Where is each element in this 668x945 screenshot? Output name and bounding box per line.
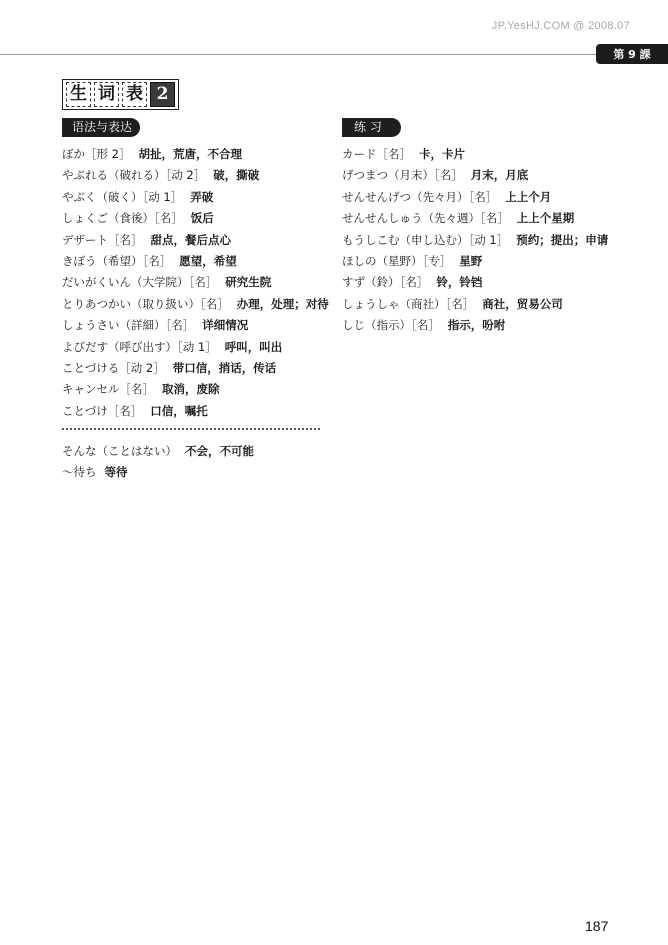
page-number: 187 <box>585 918 609 934</box>
vocab-term: ぼか［形 2］ <box>62 147 131 161</box>
vocab-term: キャンセル［名］ <box>62 382 154 397</box>
vocab-entry <box>62 315 332 336</box>
vocab-term: やぶく（破く）［动 1］ <box>62 189 183 204</box>
vocab-entry <box>62 358 332 379</box>
vocab-term: きぼう（希望）［名］ <box>62 253 172 268</box>
vocab-entry <box>62 401 332 422</box>
vocab-term: せんせんげつ（先々月）［名］ <box>342 189 498 204</box>
vocab-entry <box>62 337 332 358</box>
chapter-tab: 第 9 課 <box>596 44 668 64</box>
vocab-entry <box>62 272 332 293</box>
vocab-term: カード［名］ <box>342 147 411 161</box>
vocab-entry <box>342 165 642 186</box>
vocab-term: よびだす（呼び出す）［动 1］ <box>62 339 217 354</box>
vocab-meaning: 取消，废除 <box>162 382 220 397</box>
vocab-meaning: 愿望，希望 <box>179 253 237 268</box>
extra-expression-list <box>62 441 332 484</box>
title-char: 表 <box>122 82 147 107</box>
vocab-entry <box>342 144 642 165</box>
vocab-entry <box>342 294 642 315</box>
vocab-entry <box>62 441 332 462</box>
vocab-meaning: 甜点，餐后点心 <box>150 232 231 247</box>
vocab-meaning: 口信，嘱托 <box>150 403 208 418</box>
vocab-list-title <box>62 79 179 110</box>
practice-vocab-list <box>342 144 642 337</box>
vocab-entry <box>342 272 642 293</box>
grammar-vocab-list <box>62 144 332 422</box>
vocab-term: ～待ち <box>62 465 97 480</box>
vocab-entry <box>62 144 332 165</box>
vocab-entry <box>342 315 642 336</box>
vocab-entry <box>62 379 332 400</box>
vocab-term: ことづける［动 2］ <box>62 360 165 375</box>
vocab-term: げつまつ（月末）［名］ <box>342 168 463 183</box>
vocab-entry <box>342 208 642 229</box>
vocab-entry <box>342 251 642 272</box>
vocab-entry <box>62 230 332 251</box>
vocab-meaning: 带口信，捎话，传话 <box>172 360 277 375</box>
vocab-meaning: 指示，吩咐 <box>447 318 506 333</box>
vocab-entry <box>62 462 332 483</box>
section-label-grammar: 语法与表达 <box>62 118 140 137</box>
vocab-meaning: 上上个星期 <box>516 211 575 226</box>
dotted-divider <box>62 428 320 430</box>
vocab-term: もうしこむ（申し込む）［动 1］ <box>342 232 509 247</box>
vocab-term: しじ（指示）［名］ <box>342 318 440 333</box>
vocab-meaning: 铃，铃铛 <box>436 275 483 290</box>
vocab-entry <box>342 187 642 208</box>
vocab-meaning: 上上个月 <box>505 189 552 204</box>
vocab-meaning: 饭后 <box>190 211 214 226</box>
vocab-term: デザート［名］ <box>62 232 143 247</box>
vocab-term: しょくご（食後）［名］ <box>62 211 183 226</box>
vocab-meaning: 预约；提出；申请 <box>516 232 609 247</box>
vocab-entry <box>342 230 642 251</box>
vocab-term: とりあつかい（取り扱い）［名］ <box>62 296 229 311</box>
vocab-entry <box>62 187 332 208</box>
title-char: 词 <box>94 82 119 107</box>
watermark-text: JP.YesHJ.COM @ 2008.07 <box>491 20 630 32</box>
title-number: 2 <box>150 82 175 107</box>
vocab-meaning: 破，撕破 <box>213 168 260 183</box>
vocab-term: せんせんしゅう（先々週）［名］ <box>342 211 509 226</box>
vocab-entry <box>62 294 332 315</box>
vocab-term: すず（鈴）［名］ <box>342 275 429 290</box>
vocab-term: ことづけ［名］ <box>62 403 143 418</box>
vocab-term: だいがくいん（大学院）［名］ <box>62 275 218 290</box>
vocab-term: やぶれる（破れる）［动 2］ <box>62 168 206 183</box>
vocab-meaning: 研究生院 <box>225 275 272 290</box>
vocab-meaning: 卡，卡片 <box>419 147 465 161</box>
vocab-meaning: 办理，处理；对待 <box>236 296 329 311</box>
vocab-meaning: 详细情况 <box>202 318 249 333</box>
vocab-entry <box>62 251 332 272</box>
vocab-term: しょうさい（詳細）［名］ <box>62 318 195 333</box>
vocab-meaning: 不会，不可能 <box>185 444 254 458</box>
vocab-meaning: 胡扯，荒唐，不合理 <box>138 147 242 161</box>
vocab-term: そんな（ことはない） <box>62 444 177 458</box>
vocab-meaning: 弄破 <box>190 189 214 204</box>
vocab-term: しょうしゃ（商社）［名］ <box>342 296 475 311</box>
vocab-meaning: 呼叫，叫出 <box>224 339 283 354</box>
vocab-entry <box>62 208 332 229</box>
vocab-meaning: 等待 <box>104 465 128 480</box>
section-label-practice: 练 习 <box>342 118 401 137</box>
title-char: 生 <box>66 82 91 107</box>
header-rule <box>0 54 596 55</box>
vocab-term: ほしの（星野）［专］ <box>342 253 452 268</box>
vocab-meaning: 月末，月底 <box>470 168 529 183</box>
vocab-meaning: 商社，贸易公司 <box>482 296 563 311</box>
vocab-entry <box>62 165 332 186</box>
vocab-meaning: 星野 <box>459 253 483 268</box>
